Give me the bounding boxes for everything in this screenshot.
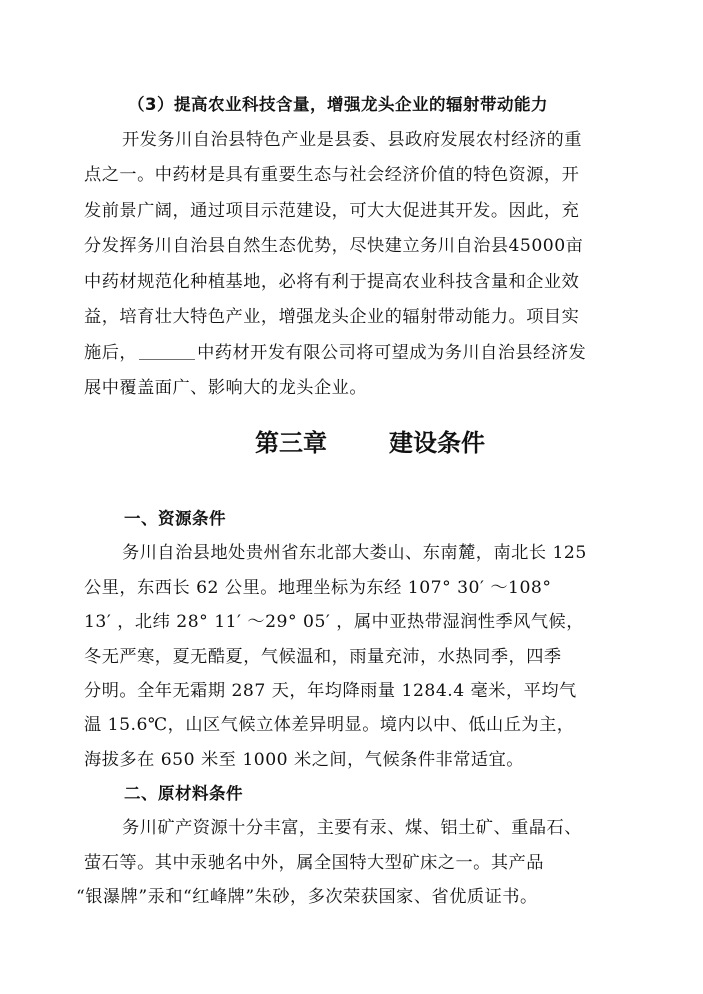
paragraph-line: 展中覆盖面广、影响大的龙头企业。 <box>84 378 368 398</box>
paragraph-line: 点之一。中药材是具有重要生态与社会经济价值的特色资源，开 <box>84 165 580 185</box>
chapter-number: 第三章 <box>255 429 327 457</box>
paragraph-line: 务川矿产资源十分丰富，主要有汞、煤、铝土矿、重晶石、 <box>122 818 582 838</box>
paragraph-line: 益，培育壮大特色产业，增强龙头企业的辐射带动能力。项目实 <box>84 307 580 327</box>
paragraph-line: 萤石等。其中汞驰名中外，属全国特大型矿床之一。其产品 <box>84 853 544 873</box>
chapter-name: 建设条件 <box>389 429 485 457</box>
subsection-heading: 二、原材料条件 <box>124 784 243 803</box>
section-heading: （3）提高农业科技含量，增强龙头企业的辐射带动能力 <box>128 95 548 114</box>
paragraph-line <box>84 341 586 365</box>
line-prefix: 施后， <box>84 343 138 363</box>
paragraph-line: 分发挥务川自治县自然生态优势，尽快建立务川自治县45000亩 <box>84 236 584 256</box>
line-suffix: 中药材开发有限公司将可望成为务川自治县经济发 <box>197 343 587 363</box>
paragraph-line: 分明。全年无霜期 287 天，年均降雨量 1284.4 毫米，平均气 <box>84 681 577 701</box>
paragraph-line: 13′ ，北纬 28° 11′ ～29° 05′ ，属中亚热带湿润性季风气候， <box>84 612 584 632</box>
chapter-title <box>255 428 485 458</box>
paragraph-line: 开发务川自治县特色产业是县委、县政府发展农村经济的重 <box>122 130 582 150</box>
blank-underline <box>139 341 195 360</box>
subsection-heading: 一、资源条件 <box>124 509 226 528</box>
paragraph-line: 海拔多在 650 米至 1000 米之间，气候条件非常适宜。 <box>84 750 524 770</box>
paragraph-line: 务川自治县地处贵州省东北部大娄山、东南麓，南北长 125 <box>122 543 587 563</box>
paragraph-line: 冬无严寒，夏无酷夏，气候温和，雨量充沛，水热同季，四季 <box>84 647 562 667</box>
paragraph-line: 中药材规范化种植基地，必将有利于提高农业科技含量和企业效 <box>84 272 580 292</box>
paragraph-line: 温 15.6℃，山区气候立体差异明显。境内以中、低山丘为主， <box>84 715 575 735</box>
paragraph-line: “银瀑牌”汞和“红峰牌”朱砂，多次荣获国家、省优质证书。 <box>76 887 538 907</box>
paragraph-line: 发前景广阔，通过项目示范建设，可大大促进其开发。因此，充 <box>84 201 580 221</box>
paragraph-line: 公里，东西长 62 公里。地理坐标为东经 107° 30′ ～108° <box>84 578 552 598</box>
